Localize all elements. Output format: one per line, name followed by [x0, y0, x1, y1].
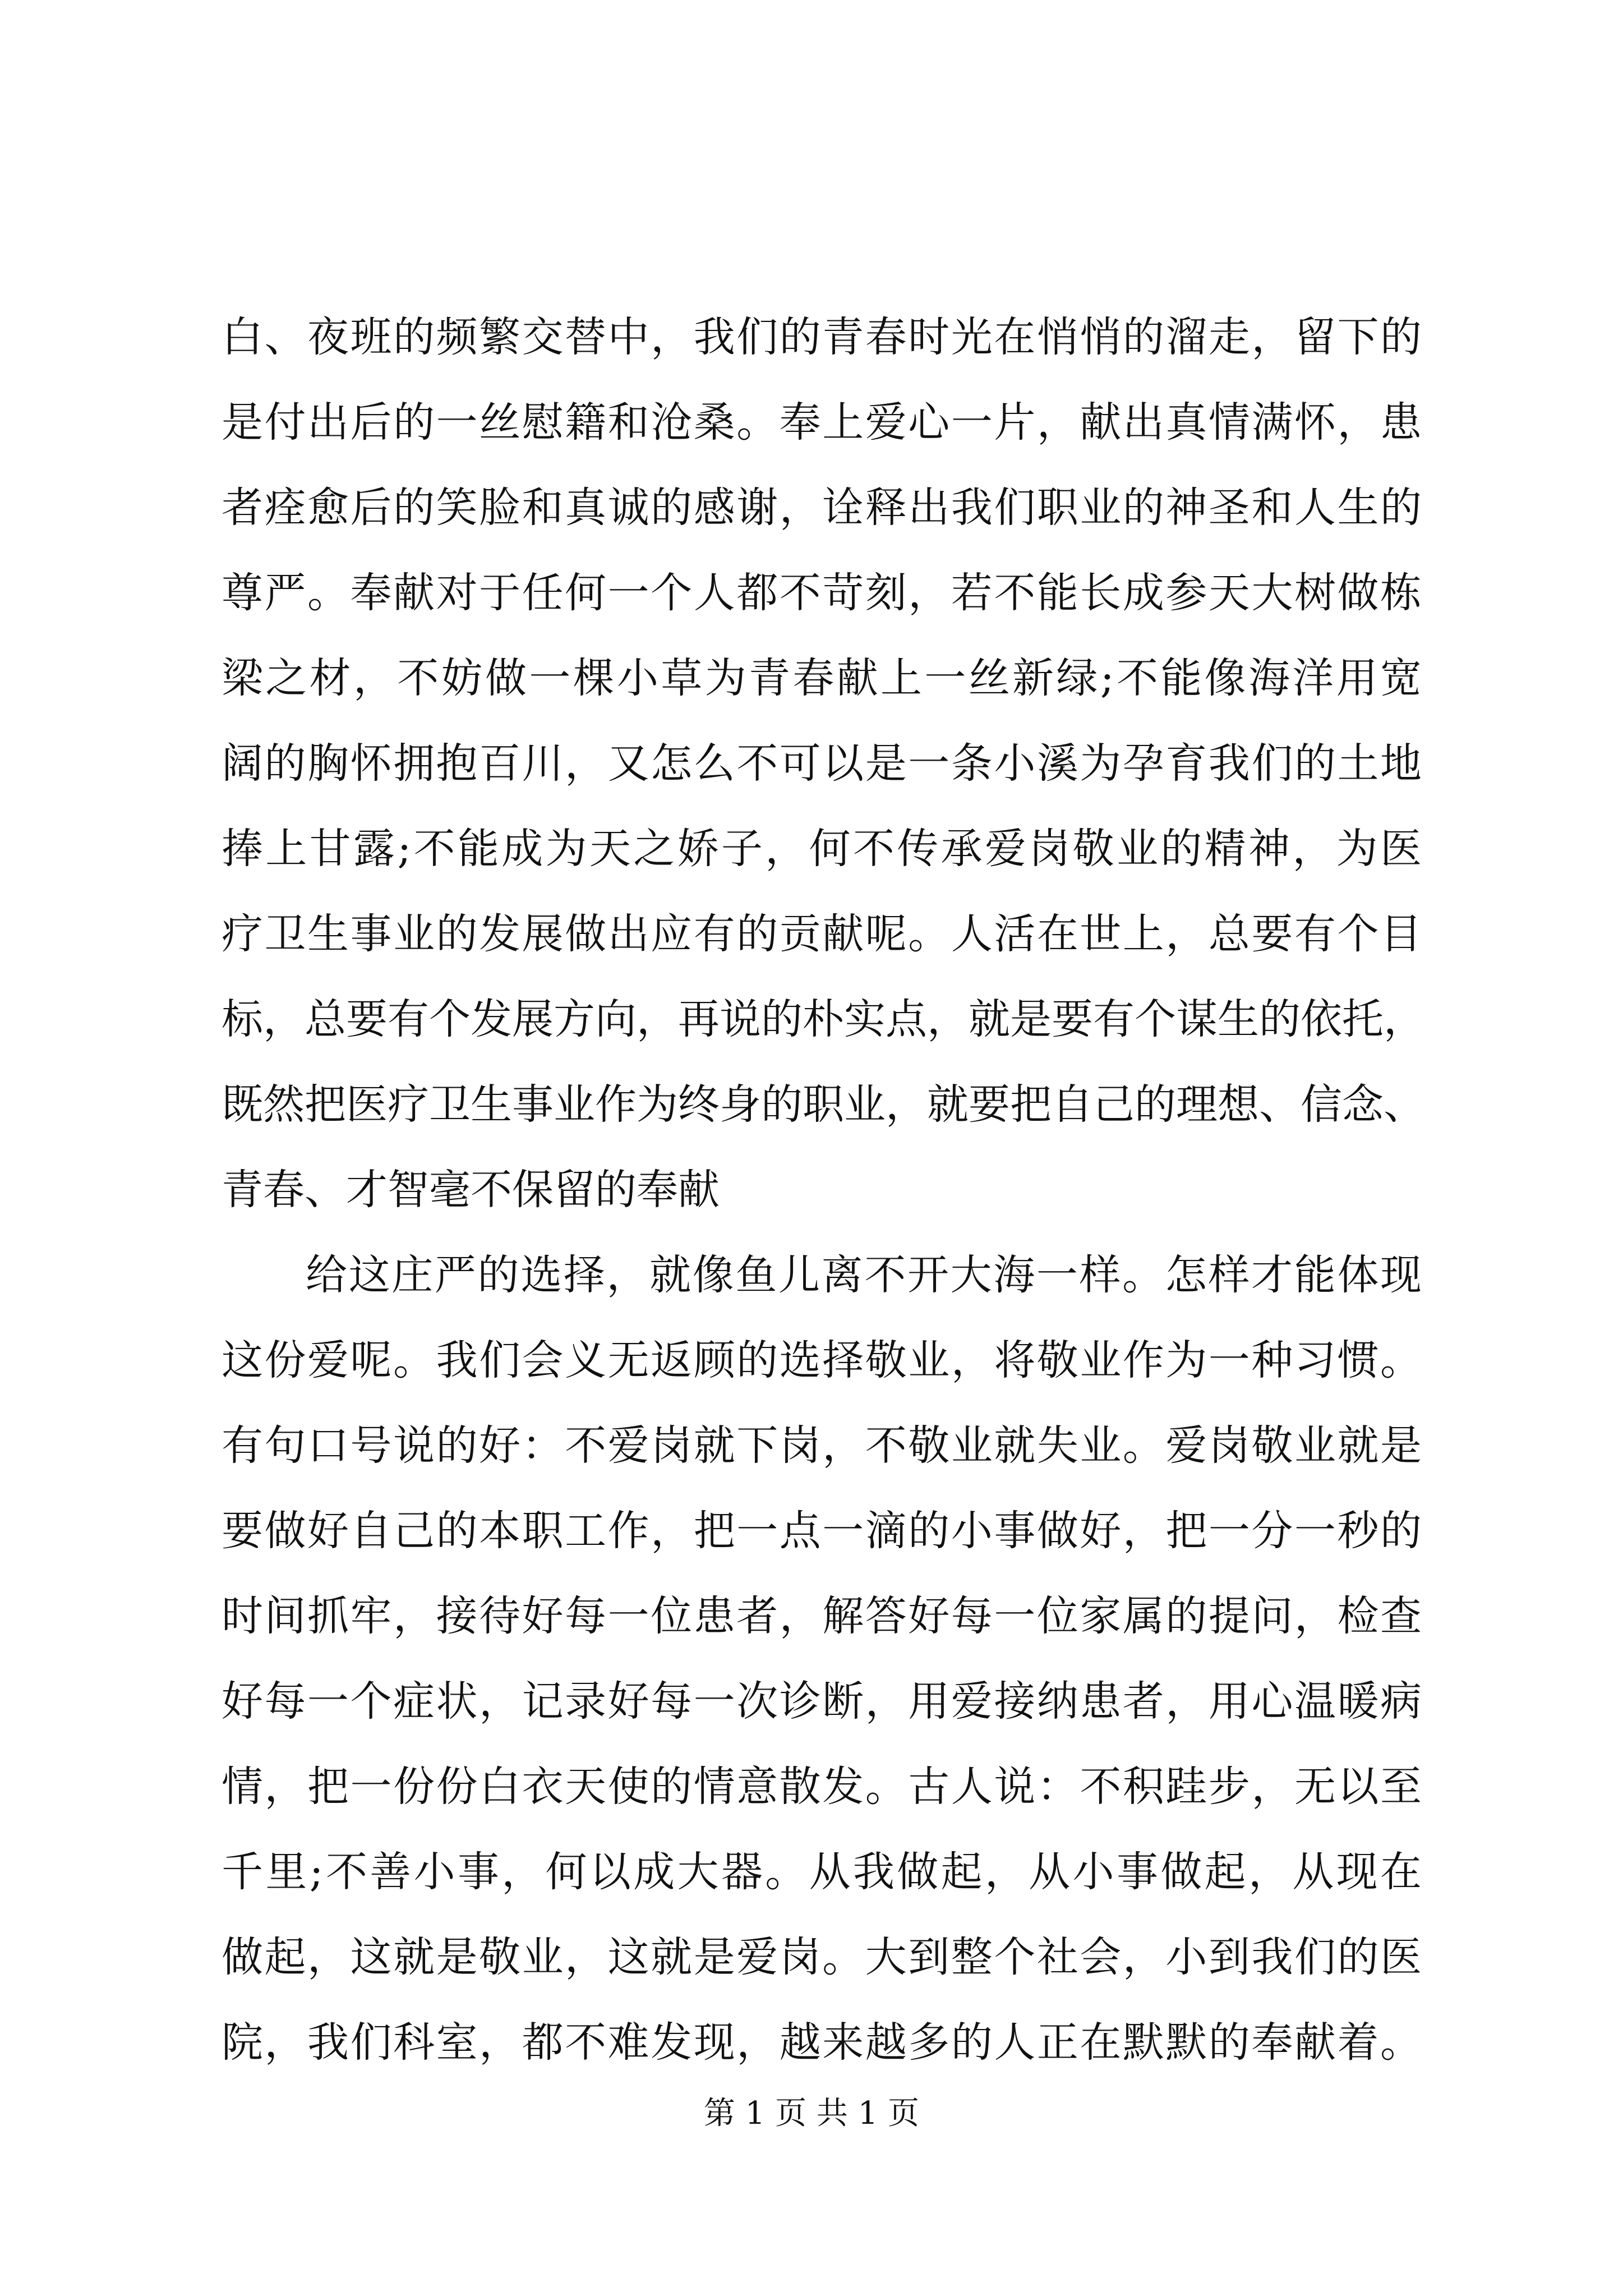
text-line: 要做好自己的本职工作，把一点一滴的小事做好，把一分一秒的: [222, 1507, 1422, 1555]
text-line: 既然把医疗卫生事业作为终身的职业，就要把自己的理想、信念、: [222, 1080, 1425, 1129]
text-line: 疗卫生事业的发展做出应有的贡献呢。人活在世上，总要有个目: [222, 910, 1422, 958]
text-line: 情，把一份份白衣天使的情意散发。古人说：不积跬步，无以至: [222, 1763, 1422, 1811]
paragraph-1: [222, 295, 1425, 1232]
text-line: 千里;不善小事，何以成大器。从我做起，从小事做起，从现在: [222, 1848, 1422, 1896]
document-body: [222, 295, 1425, 2085]
text-line: 这份爱呢。我们会义无返顾的选择敬业，将敬业作为一种习惯。: [222, 1336, 1422, 1384]
paragraph-2: [222, 1232, 1422, 2085]
text-line: 给这庄严的选择，就像鱼儿离不开大海一样。怎样才能体现: [306, 1251, 1422, 1299]
text-line: 是付出后的一丝慰籍和沧桑。奉上爱心一片，献出真情满怀，患: [222, 398, 1422, 447]
text-line: 白、夜班的频繁交替中，我们的青春时光在悄悄的溜走，留下的: [222, 313, 1422, 361]
text-line: 标，总要有个发展方向，再说的朴实点，就是要有个谋生的依托，: [222, 995, 1425, 1043]
text-line: 梁之材，不妨做一棵小草为青春献上一丝新绿;不能像海洋用宽: [222, 654, 1422, 702]
text-line: 阔的胸怀拥抱百川，又怎么不可以是一条小溪为孕育我们的土地: [222, 739, 1422, 788]
text-line: 好每一个症状，记录好每一次诊断，用爱接纳患者，用心温暖病: [222, 1677, 1422, 1726]
text-line: 做起，这就是敬业，这就是爱岗。大到整个社会，小到我们的医: [222, 1933, 1422, 1981]
text-line: 捧上甘露;不能成为天之娇子，何不传承爱岗敬业的精神，为医: [222, 825, 1422, 873]
text-line: 院，我们科室，都不难发现，越来越多的人正在默默的奉献着。: [222, 2018, 1422, 2067]
text-line: 尊严。奉献对于任何一个人都不苛刻，若不能长成参天大树做栋: [222, 569, 1422, 617]
text-line: 者痊愈后的笑脸和真诚的感谢，诠释出我们职业的神圣和人生的: [222, 484, 1422, 532]
text-line: 时间抓牢，接待好每一位患者，解答好每一位家属的提问，检查: [222, 1592, 1422, 1640]
text-line: 有句口号说的好：不爱岗就下岗，不敬业就失业。爱岗敬业就是: [222, 1421, 1422, 1470]
page-number-footer: 第 1 页 共 1 页: [703, 2095, 920, 2132]
text-line: 青春、才智毫不保留的奉献: [222, 1166, 720, 1214]
